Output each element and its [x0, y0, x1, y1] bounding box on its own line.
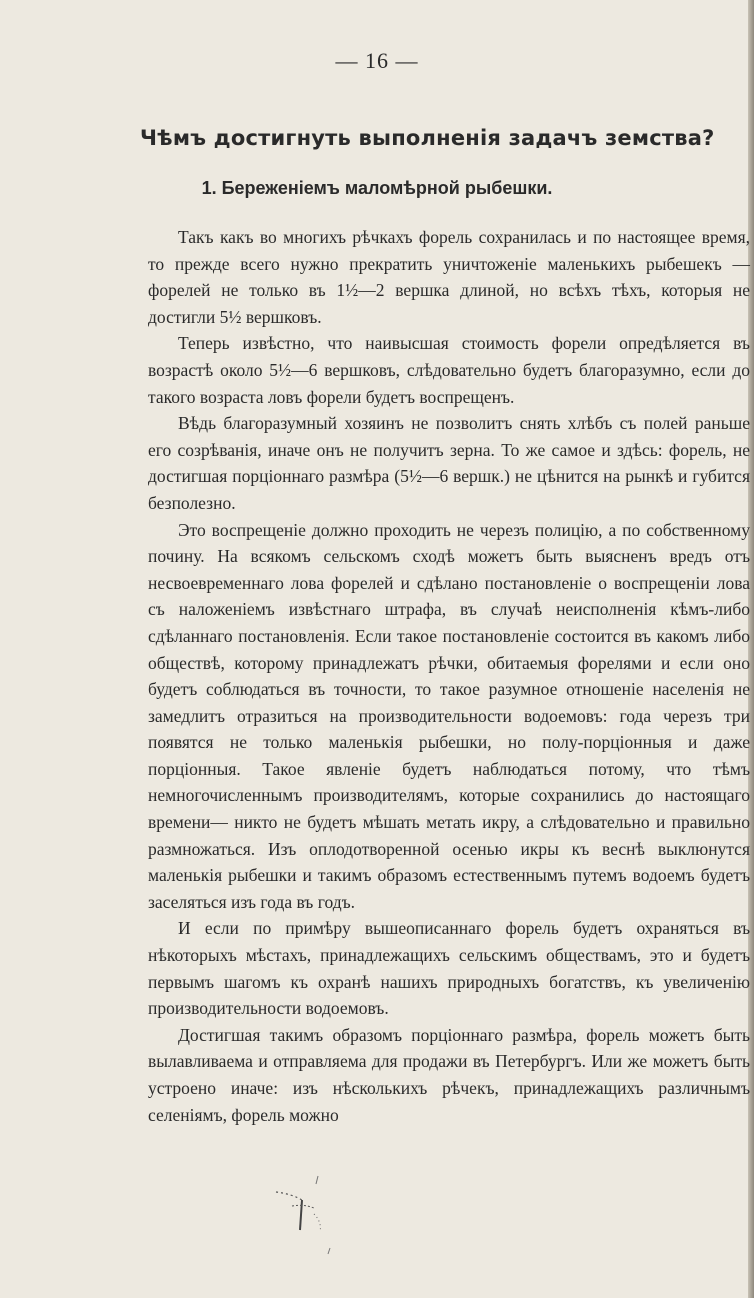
paragraph: И если по примѣру вышеописаннаго форель будетъ охраняться въ нѣкоторыхъ мѣстахъ, принадлежащихъ сельскимъ обществамъ, это и будетъ первымъ шагомъ къ охранѣ нашихъ природныхъ богатствъ, къ увеличенію производительности водоемовъ.: [148, 918, 750, 1019]
body-text: [148, 224, 750, 1128]
paragraph: Такъ какъ во многихъ рѣчкахъ форель сохранилась и по настоящее время, то прежде всего нужно прекратить уничтоженіе маленькихъ рыбешекъ — форелей не только въ 1½—2 вершка длиной, но всѣхъ тѣхъ, которыя не достигли 5½ вершковъ.: [148, 227, 750, 327]
paragraph: Вѣдь благоразумный хозяинъ не позволитъ снять хлѣбъ съ полей раньше его созрѣванія, иначе онъ не получитъ зерна. То же самое и здѣсь: форель, не достигшая порціоннаго размѣра (5½—6 вершк.) не цѣнится на рынкѣ и губится безполезно.: [148, 413, 750, 513]
paragraph: Теперь извѣстно, что наивысшая стоимость форели опредѣляется въ возрастѣ около 5½—6 вершковъ, слѣдовательно будетъ благоразумно, если до такого возраста ловъ форели будетъ воспрещенъ.: [148, 333, 750, 407]
section-subheading: 1. Береженіемъ маломѣрной рыбешки.: [201, 178, 553, 198]
paragraph: Это воспрещеніе должно проходить не черезъ полицію, а по собственному почину. На всякомъ сельскомъ сходѣ можетъ быть выясненъ вредъ отъ несвоевременнаго лова форелей и сдѣлано постановленіе о воспрещеніи лова съ наложеніемъ извѣстнаго штрафа, въ случаѣ неисполненія кѣмъ-либо сдѣланнаго постановленія. Если такое постановленіе состоится въ какомъ либо обществѣ, которому принадлежатъ рѣчки, обитаемыя форелями и если оно будетъ соблюдаться въ точности, то такое разумное отношеніе населенія не замедлитъ отразиться на производительности водоемовъ: года черезъ три появятся не только маленькія рыбешки, но полу-порціонныя и даже порціонныя. Такое явленіе будетъ наблюдаться потому, что тѣмъ немногочисленнымъ производителямъ, которые сохранились до настоящаго времени— никто не будетъ мѣшать метать икру, а слѣдовательно и правильно размножаться. Изъ оплодотворенной осенью икры къ веснѣ выклюнутся маленькія рыбешки и такимъ образомъ естественнымъ путемъ водоемъ будетъ заселяться изъ года въ годъ.: [148, 519, 750, 912]
page-number: — 16 —: [335, 48, 419, 73]
ink-scribble-mark: [262, 1170, 342, 1260]
chapter-heading: Чѣмъ достигнуть выполненія задачъ земства?: [140, 126, 715, 150]
paragraph: Достигшая такимъ образомъ порціоннаго размѣра, форель можетъ быть вылавливаема и отправляема для продажи въ Петербургъ. Или же можетъ быть устроено иначе: изъ нѣсколькихъ рѣчекъ, принадлежащихъ различнымъ селеніямъ, форель можно: [148, 1024, 750, 1125]
